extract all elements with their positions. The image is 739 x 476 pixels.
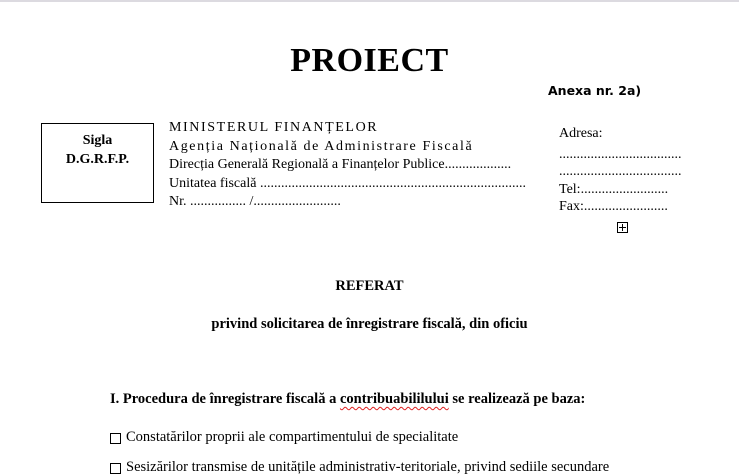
window-top-border xyxy=(0,0,739,2)
document-title: PROIECT xyxy=(290,42,449,79)
option-own-findings[interactable] xyxy=(110,429,458,446)
checkbox-territorial-notifications[interactable] xyxy=(110,463,121,474)
logo-label: Sigla xyxy=(82,133,113,148)
logo-org-abbrev: D.G.R.F.P. xyxy=(65,152,130,167)
agency-name: Agenția Națională de Administrare Fiscală xyxy=(169,138,474,154)
address-line-1: ................................... xyxy=(559,146,682,162)
registration-number-field: Nr. ................ /......................... xyxy=(169,194,341,209)
plus-box-icon[interactable] xyxy=(617,222,628,233)
section-1-heading-end: se realizează pe baza: xyxy=(448,391,586,407)
logo-placeholder-box xyxy=(41,123,154,203)
ministry-name: MINISTERUL FINANȚELOR xyxy=(169,120,379,135)
checkbox-own-findings[interactable] xyxy=(110,433,121,444)
address-line-2: ................................... xyxy=(559,164,682,179)
annex-label: Anexa nr. 2a) xyxy=(548,83,642,98)
referat-subheading: privind solicitarea de înregistrare fiscală, din oficiu xyxy=(211,316,528,332)
option-territorial-notifications[interactable] xyxy=(110,459,609,476)
address-label: Adresa: xyxy=(559,126,603,141)
option-own-findings-label: Constatărilor proprii ale compartimentului de specialitate xyxy=(126,429,459,445)
fiscal-unit-field: Unitatea fiscală ............................................................................ xyxy=(169,175,526,191)
fax-field: Fax:........................ xyxy=(559,199,668,214)
contact-block xyxy=(559,125,682,216)
referat-heading: REFERAT xyxy=(335,278,404,294)
spellcheck-flagged-word[interactable]: contribuabililului xyxy=(339,391,449,407)
directorate-field: Direcția Generală Regională a Finanțelor Publice................... xyxy=(169,157,512,172)
section-1-heading-start: I. Procedura de înregistrare fiscală a xyxy=(110,391,340,407)
section-1-heading xyxy=(110,391,585,408)
tel-field: Tel:......................... xyxy=(559,181,669,197)
organization-header xyxy=(169,119,526,212)
option-territorial-notifications-label: Sesizărilor transmise de unitățile administrativ-teritoriale, privind sediile secundare xyxy=(126,459,610,475)
